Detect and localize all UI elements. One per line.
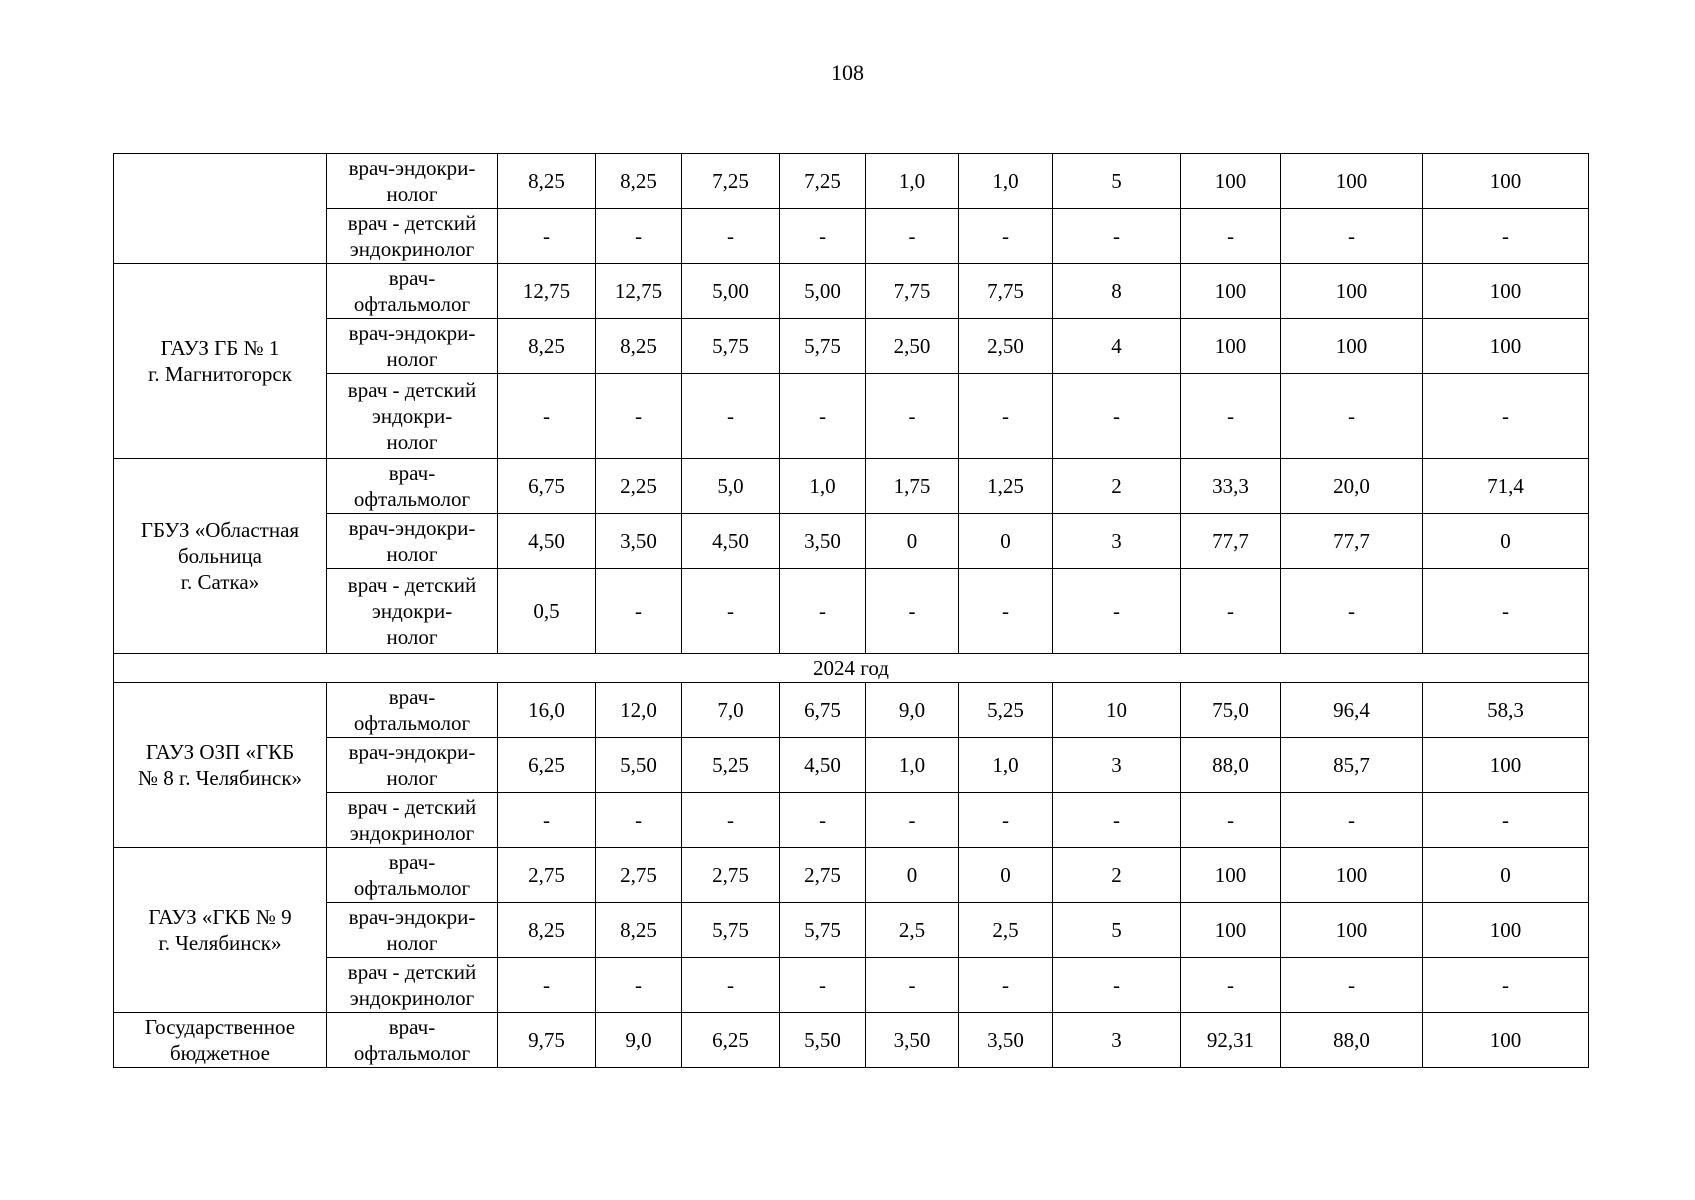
value-cell: - — [866, 209, 959, 264]
value-cell: 2,75 — [498, 848, 596, 903]
table-row — [114, 958, 1589, 1013]
value-cell: 100 — [1281, 264, 1423, 319]
value-cell: 5,0 — [682, 459, 780, 514]
value-cell: - — [959, 209, 1053, 264]
value-cell: - — [959, 793, 1053, 848]
value-cell: 7,25 — [682, 154, 780, 209]
table-row — [114, 264, 1589, 319]
specialty-cell: врач - детский эндокринолог — [327, 209, 498, 264]
value-cell: - — [1181, 374, 1281, 459]
specialty-cell: врач - детский эндокри- нолог — [327, 374, 498, 459]
value-cell: 6,25 — [498, 738, 596, 793]
value-cell: 1,0 — [959, 738, 1053, 793]
value-cell: - — [1181, 793, 1281, 848]
table-row — [114, 459, 1589, 514]
value-cell: 4 — [1053, 319, 1181, 374]
value-cell: - — [866, 374, 959, 459]
value-cell: - — [780, 374, 866, 459]
organization-cell: ГБУЗ «Областная больница г. Сатка» — [114, 459, 327, 654]
specialty-cell: врач- офтальмолог — [327, 683, 498, 738]
value-cell: 100 — [1181, 264, 1281, 319]
value-cell: 8,25 — [498, 154, 596, 209]
value-cell: - — [596, 569, 682, 654]
value-cell: - — [1181, 958, 1281, 1013]
table-row — [114, 738, 1589, 793]
value-cell: - — [1053, 569, 1181, 654]
value-cell: 3,50 — [866, 1013, 959, 1068]
year-row — [114, 654, 1589, 683]
value-cell: 7,75 — [866, 264, 959, 319]
value-cell: - — [780, 958, 866, 1013]
specialty-cell: врач-эндокри- нолог — [327, 514, 498, 569]
value-cell: - — [1423, 793, 1589, 848]
specialty-cell: врач- офтальмолог — [327, 459, 498, 514]
value-cell: 3,50 — [596, 514, 682, 569]
value-cell: - — [682, 569, 780, 654]
specialty-cell: врач-эндокри- нолог — [327, 319, 498, 374]
value-cell: 2,5 — [866, 903, 959, 958]
value-cell: 71,4 — [1423, 459, 1589, 514]
organization-cell: Государственное бюджетное — [114, 1013, 327, 1068]
value-cell: 8,25 — [596, 154, 682, 209]
value-cell: 12,75 — [596, 264, 682, 319]
value-cell: - — [780, 209, 866, 264]
value-cell: - — [959, 958, 1053, 1013]
value-cell: 8,25 — [498, 319, 596, 374]
value-cell: - — [959, 569, 1053, 654]
value-cell: 2,75 — [780, 848, 866, 903]
value-cell: 5,75 — [682, 903, 780, 958]
value-cell: 6,75 — [498, 459, 596, 514]
value-cell: 0 — [1423, 514, 1589, 569]
value-cell: 100 — [1423, 738, 1589, 793]
value-cell: 8 — [1053, 264, 1181, 319]
value-cell: 5,75 — [682, 319, 780, 374]
value-cell: - — [596, 374, 682, 459]
value-cell: 96,4 — [1281, 683, 1423, 738]
value-cell: 5,50 — [780, 1013, 866, 1068]
value-cell: 4,50 — [498, 514, 596, 569]
value-cell: 0 — [1423, 848, 1589, 903]
value-cell: 100 — [1181, 319, 1281, 374]
value-cell: 100 — [1423, 319, 1589, 374]
value-cell: - — [1423, 958, 1589, 1013]
value-cell: 100 — [1423, 1013, 1589, 1068]
value-cell: 1,0 — [866, 154, 959, 209]
value-cell: - — [498, 209, 596, 264]
organization-cell: ГАУЗ ГБ № 1 г. Магнитогорск — [114, 264, 327, 459]
value-cell: 0 — [866, 848, 959, 903]
value-cell: 12,75 — [498, 264, 596, 319]
value-cell: 58,3 — [1423, 683, 1589, 738]
value-cell: 5,25 — [682, 738, 780, 793]
value-cell: 5 — [1053, 903, 1181, 958]
value-cell: - — [1053, 793, 1181, 848]
value-cell: 8,25 — [596, 903, 682, 958]
value-cell: - — [596, 958, 682, 1013]
value-cell: 100 — [1281, 154, 1423, 209]
value-cell: - — [1053, 374, 1181, 459]
value-cell: 2 — [1053, 459, 1181, 514]
value-cell: 1,0 — [866, 738, 959, 793]
value-cell: - — [780, 793, 866, 848]
value-cell: - — [866, 793, 959, 848]
value-cell: 10 — [1053, 683, 1181, 738]
value-cell: 100 — [1281, 319, 1423, 374]
value-cell: 7,0 — [682, 683, 780, 738]
value-cell: 8,25 — [498, 903, 596, 958]
value-cell: - — [682, 958, 780, 1013]
value-cell: - — [596, 793, 682, 848]
value-cell: - — [1281, 793, 1423, 848]
specialty-cell: врач- офтальмолог — [327, 1013, 498, 1068]
value-cell: - — [682, 209, 780, 264]
value-cell: - — [866, 958, 959, 1013]
value-cell: - — [682, 374, 780, 459]
value-cell: - — [1281, 209, 1423, 264]
value-cell: 3,50 — [959, 1013, 1053, 1068]
specialty-cell: врач - детский эндокри- нолог — [327, 569, 498, 654]
value-cell: 1,25 — [959, 459, 1053, 514]
specialty-cell: врач- офтальмолог — [327, 264, 498, 319]
value-cell: 0 — [866, 514, 959, 569]
value-cell: 1,0 — [780, 459, 866, 514]
value-cell: 3 — [1053, 514, 1181, 569]
value-cell: - — [1423, 209, 1589, 264]
value-cell: 20,0 — [1281, 459, 1423, 514]
table-row — [114, 154, 1589, 209]
value-cell: - — [866, 569, 959, 654]
value-cell: 2,5 — [959, 903, 1053, 958]
value-cell: 0 — [959, 848, 1053, 903]
table-row — [114, 514, 1589, 569]
value-cell: 100 — [1281, 848, 1423, 903]
value-cell: - — [1281, 958, 1423, 1013]
value-cell: 88,0 — [1281, 1013, 1423, 1068]
value-cell: 5,50 — [596, 738, 682, 793]
value-cell: 2,25 — [596, 459, 682, 514]
page-number: 108 — [831, 60, 864, 85]
value-cell: - — [1281, 374, 1423, 459]
value-cell: - — [1053, 209, 1181, 264]
value-cell: 5,25 — [959, 683, 1053, 738]
value-cell: 85,7 — [1281, 738, 1423, 793]
table-row — [114, 903, 1589, 958]
organization-cell — [114, 154, 327, 264]
value-cell: 0,5 — [498, 569, 596, 654]
value-cell: 8,25 — [596, 319, 682, 374]
value-cell: - — [780, 569, 866, 654]
value-cell: - — [1423, 569, 1589, 654]
table-row — [114, 569, 1589, 654]
value-cell: - — [959, 374, 1053, 459]
value-cell: - — [498, 793, 596, 848]
value-cell: 2,50 — [959, 319, 1053, 374]
value-cell: 3,50 — [780, 514, 866, 569]
value-cell: 12,0 — [596, 683, 682, 738]
value-cell: 6,75 — [780, 683, 866, 738]
value-cell: 0 — [959, 514, 1053, 569]
value-cell: - — [1181, 209, 1281, 264]
value-cell: 5,75 — [780, 903, 866, 958]
value-cell: 100 — [1423, 903, 1589, 958]
value-cell: 5 — [1053, 154, 1181, 209]
value-cell: 7,75 — [959, 264, 1053, 319]
value-cell: 100 — [1181, 903, 1281, 958]
value-cell: 75,0 — [1181, 683, 1281, 738]
table-row — [114, 319, 1589, 374]
value-cell: - — [596, 209, 682, 264]
value-cell: 2,75 — [596, 848, 682, 903]
value-cell: - — [498, 374, 596, 459]
table-row — [114, 848, 1589, 903]
specialty-cell: врач- офтальмолог — [327, 848, 498, 903]
table-row — [114, 374, 1589, 459]
value-cell: 88,0 — [1181, 738, 1281, 793]
value-cell: - — [498, 958, 596, 1013]
table-row — [114, 1013, 1589, 1068]
value-cell: 9,0 — [596, 1013, 682, 1068]
value-cell: 2,50 — [866, 319, 959, 374]
value-cell: 33,3 — [1181, 459, 1281, 514]
value-cell: 2,75 — [682, 848, 780, 903]
value-cell: 5,75 — [780, 319, 866, 374]
value-cell: - — [682, 793, 780, 848]
value-cell: 92,31 — [1181, 1013, 1281, 1068]
value-cell: 4,50 — [682, 514, 780, 569]
table-row — [114, 209, 1589, 264]
value-cell: 7,25 — [780, 154, 866, 209]
value-cell: 9,0 — [866, 683, 959, 738]
specialty-cell: врач-эндокри- нолог — [327, 738, 498, 793]
value-cell: 3 — [1053, 738, 1181, 793]
value-cell: 100 — [1423, 154, 1589, 209]
value-cell: 1,75 — [866, 459, 959, 514]
value-cell: 5,00 — [682, 264, 780, 319]
value-cell: 100 — [1181, 154, 1281, 209]
value-cell: 77,7 — [1181, 514, 1281, 569]
organization-cell: ГАУЗ ОЗП «ГКБ № 8 г. Челябинск» — [114, 683, 327, 848]
table-row — [114, 683, 1589, 738]
value-cell: - — [1281, 569, 1423, 654]
specialty-cell: врач-эндокри- нолог — [327, 154, 498, 209]
value-cell: 100 — [1423, 264, 1589, 319]
value-cell: 3 — [1053, 1013, 1181, 1068]
value-cell: 16,0 — [498, 683, 596, 738]
value-cell: 77,7 — [1281, 514, 1423, 569]
value-cell: 5,00 — [780, 264, 866, 319]
year-label: 2024 год — [114, 654, 1589, 683]
value-cell: 9,75 — [498, 1013, 596, 1068]
value-cell: 6,25 — [682, 1013, 780, 1068]
value-cell: 2 — [1053, 848, 1181, 903]
value-cell: 100 — [1281, 903, 1423, 958]
value-cell: - — [1181, 569, 1281, 654]
specialty-cell: врач - детский эндокринолог — [327, 793, 498, 848]
value-cell: 100 — [1181, 848, 1281, 903]
organization-cell: ГАУЗ «ГКБ № 9 г. Челябинск» — [114, 848, 327, 1013]
specialty-cell: врач - детский эндокринолог — [327, 958, 498, 1013]
specialty-cell: врач-эндокри- нолог — [327, 903, 498, 958]
table-row — [114, 793, 1589, 848]
value-cell: 4,50 — [780, 738, 866, 793]
value-cell: - — [1053, 958, 1181, 1013]
value-cell: 1,0 — [959, 154, 1053, 209]
value-cell: - — [1423, 374, 1589, 459]
staffing-table — [113, 153, 1589, 1068]
